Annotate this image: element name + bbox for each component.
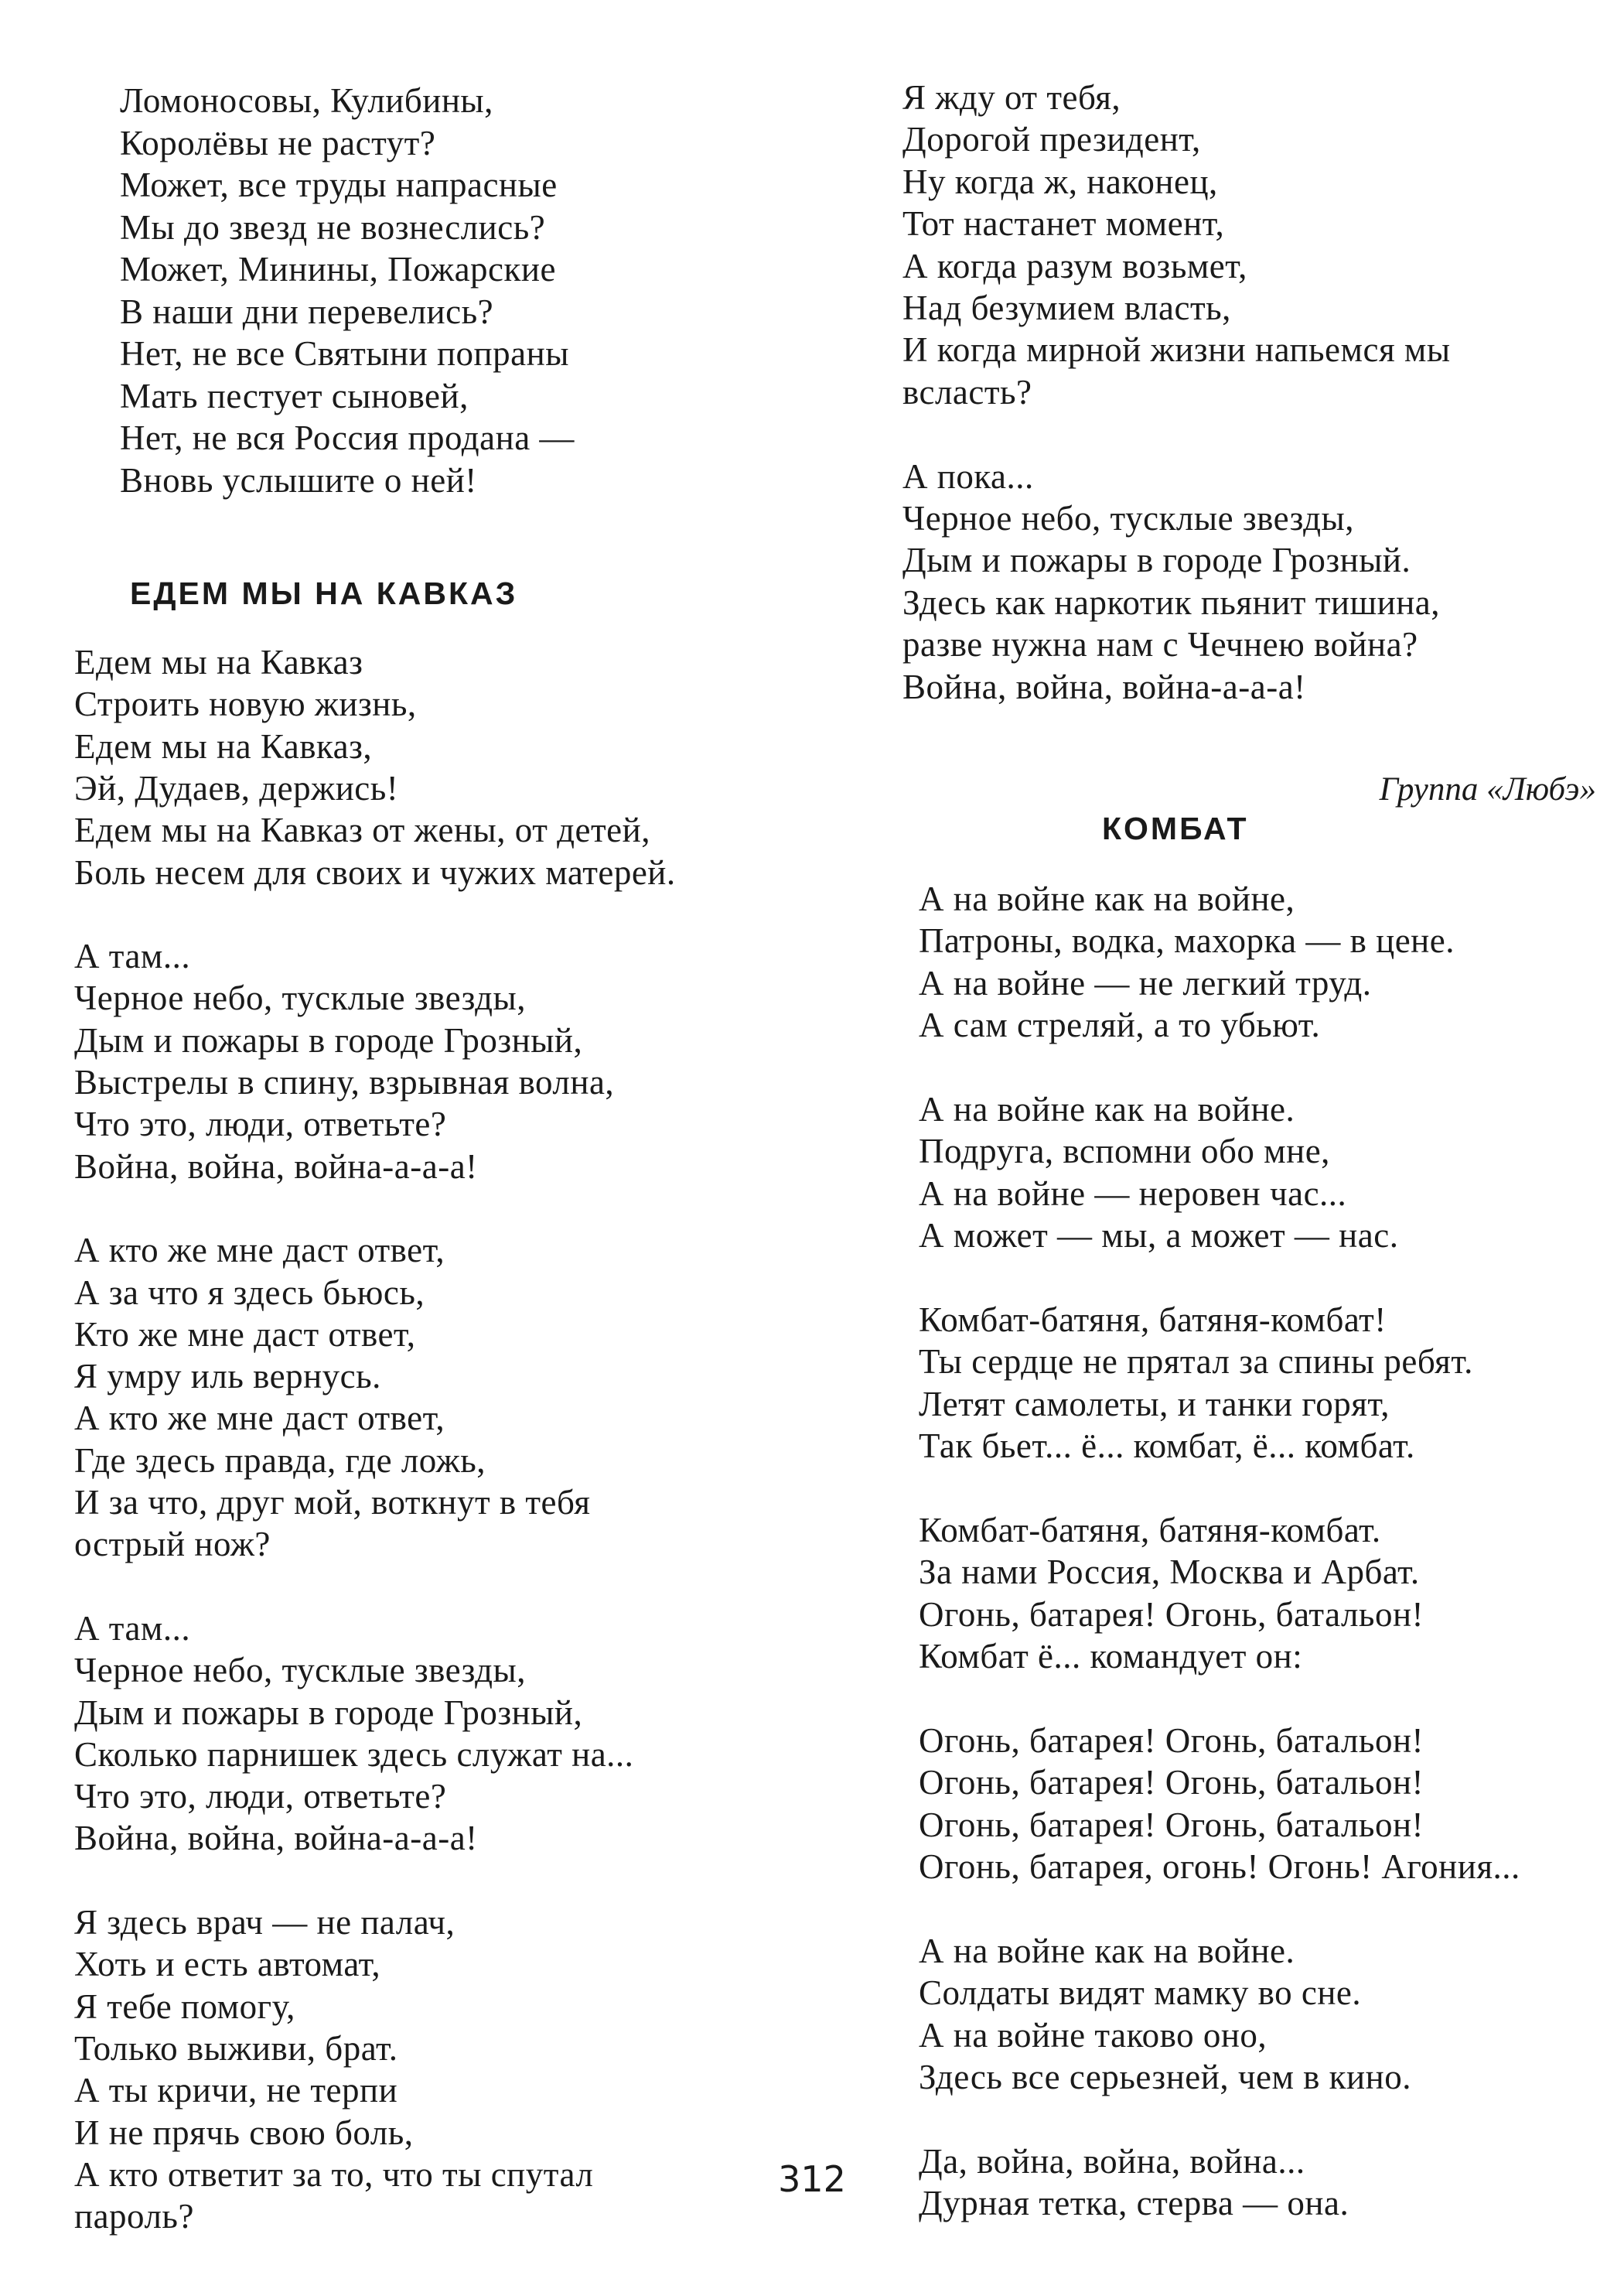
lyric-line: Что это, люди, ответьте?	[74, 1105, 447, 1144]
lyric-line: Война, война, война-а-а-а!	[902, 667, 1306, 706]
song-author: Группа «Любэ»	[1379, 771, 1596, 808]
lyric-line: пароль?	[74, 2197, 194, 2236]
lyric-line: Тот настанет момент,	[902, 204, 1225, 244]
lyric-line: Я здесь врач — не палач,	[74, 1903, 455, 1942]
lyric-line: За нами Россия, Москва и Арбат.	[919, 1553, 1420, 1592]
lyric-line: Дурная тетка, стерва — она.	[919, 2184, 1349, 2223]
lyric-line: А на войне как на войне.	[919, 1090, 1295, 1129]
lyric-line: Огонь, батарея! Огонь, батальон!	[919, 1594, 1424, 1634]
lyric-line: Боль несем для своих и чужих матерей.	[74, 852, 676, 892]
lyric-line: Едем мы на Кавказ	[74, 643, 363, 682]
lyric-line: А может — мы, а может — нас.	[919, 1216, 1399, 1255]
lyric-line: Сколько парнишек здесь служат на...	[74, 1734, 634, 1774]
lyric-line: Огонь, батарея, огонь! Огонь! Агония...	[919, 1847, 1520, 1887]
lyric-line: острый нож?	[74, 1525, 271, 1564]
lyric-line: И не прячь свою боль,	[74, 2113, 414, 2152]
lyric-line: Строить новую жизнь,	[74, 685, 417, 724]
lyric-line: Я жду от тебя,	[902, 78, 1121, 117]
lyric-line: Дым и пожары в городе Грозный,	[74, 1693, 583, 1732]
song-title-kavkaz: ЕДЕМ МЫ НА КАВКАЗ	[130, 576, 518, 611]
lyric-line: А на войне — неровен час...	[919, 1173, 1347, 1213]
lyric-line: Летят самолеты, и танки горят,	[919, 1384, 1390, 1423]
lyric-line: Мы до звезд не вознеслись?	[120, 207, 546, 247]
lyric-line: А там...	[74, 937, 191, 976]
lyric-line: Я умру иль вернусь.	[74, 1357, 381, 1396]
lyric-line: всласть?	[902, 372, 1032, 412]
lyric-line: А на войне — не легкий труд.	[919, 963, 1372, 1003]
lyric-line: Патроны, водка, махорка — в цене.	[919, 921, 1455, 961]
lyric-line: А кто же мне даст ответ,	[74, 1399, 445, 1438]
lyric-line: Где здесь правда, где ложь,	[74, 1440, 486, 1480]
lyric-line: Ломоносовы, Кулибины,	[120, 81, 493, 120]
lyric-line: Дым и пожары в городе Грозный,	[74, 1020, 583, 1060]
lyric-line: Кто же мне даст ответ,	[74, 1314, 416, 1354]
lyric-line: А на войне как на войне,	[919, 880, 1295, 918]
lyric-line: Здесь все серьезней, чем в кино.	[919, 2058, 1411, 2097]
lyric-line: Хоть и есть автомат,	[74, 1945, 381, 1984]
lyric-line: Нет, не все Святыни попраны	[120, 334, 569, 373]
lyric-line: А пока...	[902, 456, 1034, 496]
lyric-line: Только выживи, брат.	[74, 2028, 398, 2068]
lyric-line: Здесь как наркотик пьянит тишина,	[902, 582, 1440, 622]
lyric-line: А на войне таково оно,	[919, 2015, 1267, 2055]
lyric-line: Нет, не вся Россия продана —	[120, 418, 575, 457]
lyric-line: И за что, друг мой, воткнут в тебя	[74, 1483, 591, 1522]
lyric-line: А когда разум возьмет,	[902, 246, 1247, 285]
lyric-line: Комбат-батяня, батяня-комбат!	[919, 1300, 1387, 1339]
lyric-line: А сам стреляй, а то убьют.	[919, 1006, 1321, 1045]
lyric-line: Солдаты видят мамку во сне.	[919, 1973, 1362, 2013]
lyric-line: В наши дни перевелись?	[120, 292, 494, 331]
lyric-line: Выстрелы в спину, взрывная волна,	[74, 1063, 615, 1102]
lyric-line: Дым и пожары в городе Грозный.	[902, 541, 1411, 580]
lyric-line: Может, Минины, Пожарские	[120, 250, 556, 289]
lyric-line: А кто же мне даст ответ,	[74, 1231, 445, 1270]
lyric-line: А ты кричи, не терпи	[74, 2071, 398, 2110]
lyric-line: Комбат-батяня, батяня-комбат.	[919, 1511, 1381, 1549]
lyric-line: разве нужна нам с Чечнею война?	[902, 625, 1418, 664]
lyric-line: Над безумием власть,	[902, 289, 1231, 327]
lyric-line: Едем мы на Кавказ,	[74, 726, 373, 766]
lyric-line: И когда мирной жизни напьемся мы	[902, 330, 1451, 370]
lyric-line: Что это, люди, ответьте?	[74, 1777, 447, 1816]
lyric-line: Вновь услышите о ней!	[120, 460, 477, 500]
lyric-line: Едем мы на Кавказ от жены, от детей,	[74, 811, 650, 850]
page-number: 312	[778, 2158, 846, 2200]
lyric-line: Подруга, вспомни обо мне,	[919, 1132, 1330, 1171]
lyric-line: Черное небо, тусклые звезды,	[902, 499, 1354, 538]
lyric-line: Я тебе помогу,	[74, 1987, 295, 2026]
lyric-line: Дорогой президент,	[902, 120, 1201, 159]
lyric-line: Война, война, война-а-а-а!	[74, 1819, 478, 1858]
lyric-line: Черное небо, тусклые звезды,	[74, 979, 526, 1018]
lyric-line: Может, все труды напрасные	[120, 166, 558, 204]
lyric-line: А кто ответит за то, что ты спутал	[74, 2154, 594, 2194]
lyric-line: Да, война, война, война...	[919, 2142, 1305, 2181]
lyric-line: Огонь, батарея! Огонь, батальон!	[919, 1721, 1424, 1760]
lyric-line: Мать пестует сыновей,	[120, 376, 469, 415]
lyric-line: Королёвы не растут?	[120, 123, 436, 162]
lyric-line: Так бьет... ё... комбат, ё... комбат.	[919, 1426, 1415, 1466]
lyric-line: А там...	[74, 1608, 191, 1648]
song-title-kombat: КОМБАТ	[1102, 811, 1249, 846]
lyric-line: Черное небо, тусклые звезды,	[74, 1651, 526, 1690]
lyric-line: Ты сердце не прятал за спины ребят.	[919, 1342, 1473, 1382]
lyric-line: Ну когда ж, наконец,	[902, 162, 1218, 201]
lyric-line: А на войне как на войне.	[919, 1932, 1295, 1970]
lyric-line: Война, война, война-а-а-а!	[74, 1146, 478, 1186]
lyric-line: А за что я здесь бьюсь,	[74, 1273, 425, 1312]
lyric-line: Комбат ё... командует он:	[919, 1637, 1303, 1676]
lyric-line: Огонь, батарея! Огонь, батальон!	[919, 1763, 1424, 1802]
lyric-line: Огонь, батарея! Огонь, батальон!	[919, 1805, 1424, 1844]
lyric-line: Эй, Дудаев, держись!	[74, 768, 399, 808]
